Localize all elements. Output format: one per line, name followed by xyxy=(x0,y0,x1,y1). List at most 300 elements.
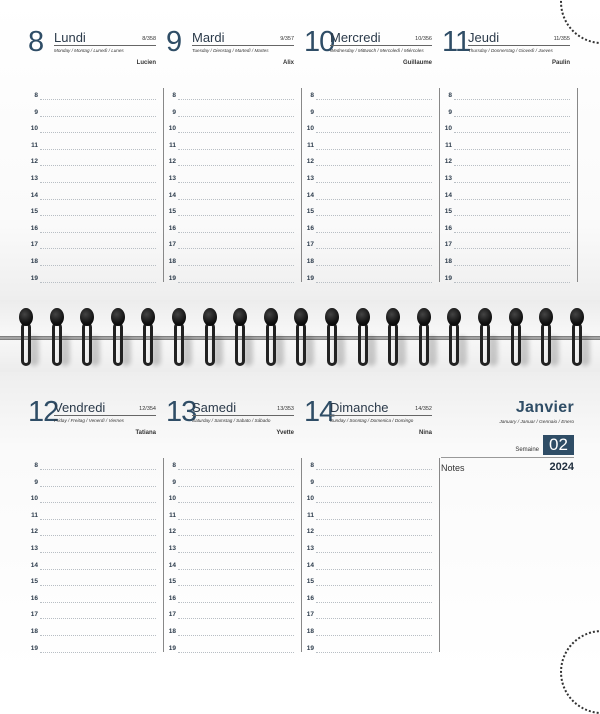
saint-name: Guillaume xyxy=(402,60,432,66)
hour-label: 16 xyxy=(306,594,314,602)
day-header xyxy=(442,28,570,88)
hour-label: 18 xyxy=(444,257,452,265)
hour-row[interactable] xyxy=(442,204,570,221)
hour-label: 9 xyxy=(448,108,452,116)
hour-row[interactable] xyxy=(166,475,294,492)
column-divider xyxy=(439,458,440,652)
writing-line xyxy=(178,99,294,100)
writing-line xyxy=(454,248,570,249)
hour-label: 11 xyxy=(31,511,38,519)
writing-line xyxy=(316,199,432,200)
hour-row[interactable] xyxy=(304,624,432,641)
hour-row[interactable] xyxy=(304,491,432,508)
hour-label: 13 xyxy=(444,174,452,182)
writing-line xyxy=(454,282,570,283)
hour-label: 9 xyxy=(172,478,176,486)
hour-label: 14 xyxy=(168,561,176,569)
hour-row[interactable] xyxy=(166,491,294,508)
hour-row[interactable] xyxy=(28,188,156,205)
writing-line xyxy=(40,519,156,520)
writing-line xyxy=(178,552,294,553)
hour-label: 10 xyxy=(30,125,38,133)
writing-line xyxy=(178,618,294,619)
day-column xyxy=(28,26,156,282)
hour-row[interactable] xyxy=(166,188,294,205)
writing-line xyxy=(40,602,156,603)
writing-line xyxy=(316,535,432,536)
hour-label: 19 xyxy=(168,644,176,652)
hour-label: 17 xyxy=(444,241,452,249)
hour-row[interactable] xyxy=(166,204,294,221)
writing-line xyxy=(316,232,432,233)
hour-row[interactable] xyxy=(166,221,294,238)
hour-label: 15 xyxy=(168,208,176,216)
hour-row[interactable] xyxy=(304,271,432,288)
hour-label: 15 xyxy=(306,208,314,216)
hour-label: 10 xyxy=(306,125,314,133)
hour-row[interactable] xyxy=(304,221,432,238)
hour-row[interactable] xyxy=(166,88,294,105)
day-column xyxy=(166,396,294,652)
writing-line xyxy=(40,265,156,266)
day-number: 11 xyxy=(442,26,471,58)
week-number-badge: 02 xyxy=(543,435,574,455)
hour-label: 8 xyxy=(172,92,176,99)
day-of-year-count: 8/358 xyxy=(142,36,156,42)
hour-label: 19 xyxy=(306,274,314,282)
writing-line xyxy=(316,116,432,117)
writing-line xyxy=(40,248,156,249)
header-rule xyxy=(54,45,156,46)
hour-label: 12 xyxy=(306,528,314,536)
hour-label: 16 xyxy=(168,594,176,602)
hour-row[interactable] xyxy=(28,508,156,525)
day-column xyxy=(304,396,432,652)
hour-row[interactable] xyxy=(28,458,156,475)
spiral-ring xyxy=(262,308,280,364)
hour-row[interactable] xyxy=(166,591,294,608)
hour-row[interactable] xyxy=(304,475,432,492)
day-header xyxy=(166,28,294,88)
hour-row[interactable] xyxy=(304,237,432,254)
hour-row[interactable] xyxy=(28,475,156,492)
writing-line xyxy=(454,116,570,117)
hour-row[interactable] xyxy=(28,221,156,238)
writing-line xyxy=(454,132,570,133)
writing-line xyxy=(40,502,156,503)
hour-label: 10 xyxy=(168,125,176,133)
writing-line xyxy=(40,116,156,117)
hour-row[interactable] xyxy=(304,171,432,188)
day-name: Lundi xyxy=(54,30,86,45)
day-header xyxy=(304,398,432,458)
hour-lines xyxy=(442,88,570,282)
day-of-year-count: 12/354 xyxy=(139,406,156,412)
writing-line xyxy=(316,552,432,553)
hour-label: 11 xyxy=(445,141,452,149)
header-rule xyxy=(192,415,294,416)
writing-line xyxy=(40,552,156,553)
hour-row[interactable] xyxy=(28,254,156,271)
hour-label: 16 xyxy=(30,224,38,232)
hour-row[interactable] xyxy=(304,138,432,155)
hour-row[interactable] xyxy=(442,254,570,271)
hour-row[interactable] xyxy=(304,458,432,475)
hour-label: 8 xyxy=(448,92,452,99)
hour-label: 19 xyxy=(30,274,38,282)
hour-row[interactable] xyxy=(304,558,432,575)
hour-row[interactable] xyxy=(166,138,294,155)
saint-name: Paulin xyxy=(551,60,570,66)
hour-label: 11 xyxy=(169,141,176,149)
hour-label: 15 xyxy=(444,208,452,216)
hour-row[interactable] xyxy=(304,607,432,624)
spiral-ring xyxy=(78,308,96,364)
writing-line xyxy=(316,182,432,183)
hour-row[interactable] xyxy=(28,171,156,188)
hour-label: 14 xyxy=(30,191,38,199)
spiral-ring xyxy=(292,308,310,364)
writing-line xyxy=(454,199,570,200)
hour-row[interactable] xyxy=(304,105,432,122)
writing-line xyxy=(40,215,156,216)
writing-line xyxy=(40,469,156,470)
saint-name: Yvette xyxy=(276,430,294,436)
day-of-year-count: 13/353 xyxy=(277,406,294,412)
hour-lines xyxy=(28,88,156,282)
hour-row[interactable] xyxy=(442,138,570,155)
writing-line xyxy=(454,99,570,100)
day-name: Jeudi xyxy=(468,30,500,45)
spiral-ring xyxy=(170,308,188,364)
hour-label: 15 xyxy=(168,578,176,586)
hour-row[interactable] xyxy=(28,574,156,591)
hour-row[interactable] xyxy=(28,558,156,575)
hour-lines xyxy=(304,458,432,652)
hour-row[interactable] xyxy=(166,105,294,122)
writing-line xyxy=(40,182,156,183)
spiral-ring xyxy=(384,308,402,364)
hour-label: 13 xyxy=(30,174,38,182)
writing-line xyxy=(316,149,432,150)
hour-row[interactable] xyxy=(304,574,432,591)
hour-row[interactable] xyxy=(166,641,294,658)
hour-label: 13 xyxy=(168,174,176,182)
header-rule xyxy=(192,45,294,46)
day-column xyxy=(304,26,432,282)
spiral-ring xyxy=(537,308,555,364)
writing-line xyxy=(316,215,432,216)
writing-line xyxy=(316,618,432,619)
hour-row[interactable] xyxy=(166,458,294,475)
hour-label: 17 xyxy=(30,241,38,249)
hour-row[interactable] xyxy=(28,154,156,171)
hour-label: 17 xyxy=(168,241,176,249)
writing-line xyxy=(40,132,156,133)
hour-row[interactable] xyxy=(28,524,156,541)
writing-line xyxy=(178,116,294,117)
writing-line xyxy=(178,585,294,586)
writing-line xyxy=(40,486,156,487)
writing-line xyxy=(316,502,432,503)
hour-row[interactable] xyxy=(28,624,156,641)
hour-lines xyxy=(28,458,156,652)
hour-row[interactable] xyxy=(166,254,294,271)
hour-label: 12 xyxy=(306,158,314,166)
writing-line xyxy=(316,585,432,586)
hour-row[interactable] xyxy=(28,204,156,221)
hour-row[interactable] xyxy=(304,641,432,658)
hour-label: 10 xyxy=(30,495,38,503)
hour-row[interactable] xyxy=(28,121,156,138)
hour-row[interactable] xyxy=(304,121,432,138)
hour-row[interactable] xyxy=(28,641,156,658)
hour-row[interactable] xyxy=(166,271,294,288)
spiral-ring xyxy=(139,308,157,364)
column-divider xyxy=(577,88,578,282)
writing-line xyxy=(178,602,294,603)
hour-row[interactable] xyxy=(28,591,156,608)
hour-row[interactable] xyxy=(28,105,156,122)
writing-line xyxy=(40,635,156,636)
writing-line xyxy=(316,486,432,487)
day-translations: Sunday / Sonntag / Domenica / Domingo xyxy=(330,418,414,423)
hour-lines xyxy=(166,88,294,282)
hour-label: 15 xyxy=(30,578,38,586)
day-header xyxy=(166,398,294,458)
hour-row[interactable] xyxy=(28,491,156,508)
month-title: Janvier xyxy=(515,399,574,416)
hour-row[interactable] xyxy=(166,154,294,171)
hour-label: 17 xyxy=(30,611,38,619)
hour-label: 14 xyxy=(168,191,176,199)
day-of-year-count: 9/357 xyxy=(280,36,294,42)
hour-row[interactable] xyxy=(166,508,294,525)
day-number: 14 xyxy=(304,396,335,428)
spiral-ring xyxy=(415,308,433,364)
column-divider xyxy=(439,88,440,282)
day-header xyxy=(28,28,156,88)
writing-line xyxy=(178,519,294,520)
writing-line xyxy=(454,165,570,166)
writing-line xyxy=(316,469,432,470)
hour-label: 14 xyxy=(444,191,452,199)
hour-row[interactable] xyxy=(28,138,156,155)
hour-row[interactable] xyxy=(304,204,432,221)
spiral-ring xyxy=(323,308,341,364)
hour-label: 10 xyxy=(306,495,314,503)
spiral-ring xyxy=(109,308,127,364)
hour-label: 12 xyxy=(30,528,38,536)
writing-line xyxy=(40,232,156,233)
hour-row[interactable] xyxy=(166,607,294,624)
hour-label: 14 xyxy=(306,191,314,199)
writing-line xyxy=(316,248,432,249)
hour-row[interactable] xyxy=(442,171,570,188)
day-translations: Thursday / Donnerstag / Giovedì / Jueves xyxy=(468,48,553,53)
hour-label: 19 xyxy=(168,274,176,282)
writing-line xyxy=(40,282,156,283)
spiral-ring xyxy=(354,308,372,364)
hour-row[interactable] xyxy=(304,88,432,105)
writing-line xyxy=(454,265,570,266)
day-translations: Wednesday / Mittwoch / Mercoledì / Miércoles xyxy=(330,48,424,53)
spiral-ring xyxy=(201,308,219,364)
hour-label: 16 xyxy=(306,224,314,232)
saint-name: Tatiana xyxy=(135,430,156,436)
day-number: 8 xyxy=(28,26,44,58)
hour-label: 9 xyxy=(310,478,314,486)
writing-line xyxy=(40,149,156,150)
hour-row[interactable] xyxy=(304,254,432,271)
writing-line xyxy=(178,248,294,249)
hour-row[interactable] xyxy=(28,541,156,558)
hour-label: 9 xyxy=(34,108,38,116)
hour-label: 13 xyxy=(306,174,314,182)
hour-row[interactable] xyxy=(304,154,432,171)
writing-line xyxy=(316,602,432,603)
month-info-panel xyxy=(441,399,574,489)
spiral-ring xyxy=(48,308,66,364)
hour-row[interactable] xyxy=(166,524,294,541)
hour-label: 12 xyxy=(168,158,176,166)
column-divider xyxy=(301,458,302,652)
hour-row[interactable] xyxy=(166,541,294,558)
day-translations: Monday / Montag / Lunedì / Lunes xyxy=(54,48,124,53)
writing-line xyxy=(178,282,294,283)
day-of-year-count: 11/355 xyxy=(553,36,570,42)
hour-label: 9 xyxy=(310,108,314,116)
hour-label: 17 xyxy=(306,241,314,249)
hour-row[interactable] xyxy=(442,105,570,122)
hour-row[interactable] xyxy=(442,154,570,171)
hour-row[interactable] xyxy=(304,541,432,558)
writing-line xyxy=(178,502,294,503)
hour-row[interactable] xyxy=(28,271,156,288)
hour-label: 10 xyxy=(168,495,176,503)
writing-line xyxy=(178,232,294,233)
hour-label: 18 xyxy=(168,257,176,265)
year-label: 2024 xyxy=(549,461,574,473)
writing-line xyxy=(316,99,432,100)
day-of-year-count: 14/352 xyxy=(415,406,432,412)
hour-label: 15 xyxy=(306,578,314,586)
hour-label: 14 xyxy=(30,561,38,569)
writing-line xyxy=(178,149,294,150)
day-name: Mercredi xyxy=(330,30,381,45)
writing-line xyxy=(40,535,156,536)
hour-row[interactable] xyxy=(166,121,294,138)
day-header xyxy=(304,28,432,88)
hour-label: 17 xyxy=(168,611,176,619)
writing-line xyxy=(178,199,294,200)
hour-label: 13 xyxy=(30,544,38,552)
writing-line xyxy=(178,469,294,470)
writing-line xyxy=(178,635,294,636)
hour-label: 16 xyxy=(30,594,38,602)
spiral-ring xyxy=(507,308,525,364)
spiral-ring xyxy=(17,308,35,364)
header-rule xyxy=(330,415,432,416)
day-of-year-count: 10/356 xyxy=(415,36,432,42)
hour-lines xyxy=(304,88,432,282)
hour-label: 8 xyxy=(172,462,176,469)
hour-row[interactable] xyxy=(304,591,432,608)
hour-row[interactable] xyxy=(442,88,570,105)
day-header xyxy=(28,398,156,458)
hour-label: 19 xyxy=(306,644,314,652)
day-number: 10 xyxy=(304,26,335,58)
writing-line xyxy=(454,215,570,216)
day-column xyxy=(442,26,570,282)
hour-row[interactable] xyxy=(28,88,156,105)
hour-row[interactable] xyxy=(442,121,570,138)
writing-line xyxy=(316,652,432,653)
hour-label: 8 xyxy=(310,92,314,99)
hour-label: 9 xyxy=(34,478,38,486)
hour-row[interactable] xyxy=(304,524,432,541)
hour-row[interactable] xyxy=(304,508,432,525)
info-divider xyxy=(441,457,574,458)
spiral-ring xyxy=(445,308,463,364)
hour-row[interactable] xyxy=(442,237,570,254)
hour-row[interactable] xyxy=(442,271,570,288)
hour-label: 8 xyxy=(310,462,314,469)
hour-label: 12 xyxy=(444,158,452,166)
hour-row[interactable] xyxy=(166,624,294,641)
writing-line xyxy=(178,535,294,536)
day-name: Mardi xyxy=(192,30,225,45)
hour-label: 17 xyxy=(306,611,314,619)
header-rule xyxy=(330,45,432,46)
writing-line xyxy=(40,165,156,166)
writing-line xyxy=(40,652,156,653)
saint-name: Alix xyxy=(282,60,294,66)
hour-row[interactable] xyxy=(166,558,294,575)
hour-label: 15 xyxy=(30,208,38,216)
hour-label: 11 xyxy=(31,141,38,149)
saint-name: Nina xyxy=(418,430,432,436)
hour-label: 14 xyxy=(306,561,314,569)
hour-row[interactable] xyxy=(442,188,570,205)
hour-row[interactable] xyxy=(28,237,156,254)
hour-row[interactable] xyxy=(442,221,570,238)
hour-label: 11 xyxy=(169,511,176,519)
hour-row[interactable] xyxy=(166,171,294,188)
writing-line xyxy=(40,199,156,200)
writing-line xyxy=(178,165,294,166)
hour-row[interactable] xyxy=(166,237,294,254)
writing-line xyxy=(40,569,156,570)
writing-line xyxy=(178,132,294,133)
hour-label: 8 xyxy=(34,92,38,99)
writing-line xyxy=(316,519,432,520)
hour-row[interactable] xyxy=(304,188,432,205)
hour-row[interactable] xyxy=(166,574,294,591)
hour-label: 12 xyxy=(30,158,38,166)
column-divider xyxy=(301,88,302,282)
hour-row[interactable] xyxy=(28,607,156,624)
week-label: Semaine xyxy=(515,447,539,453)
day-name: Dimanche xyxy=(330,400,389,415)
writing-line xyxy=(454,149,570,150)
writing-line xyxy=(40,585,156,586)
day-name: Vendredi xyxy=(54,400,106,415)
day-column xyxy=(28,396,156,652)
writing-line xyxy=(178,265,294,266)
day-translations: Saturday / Samstag / Sabato / Sábado xyxy=(192,418,271,423)
day-number: 9 xyxy=(166,26,182,58)
